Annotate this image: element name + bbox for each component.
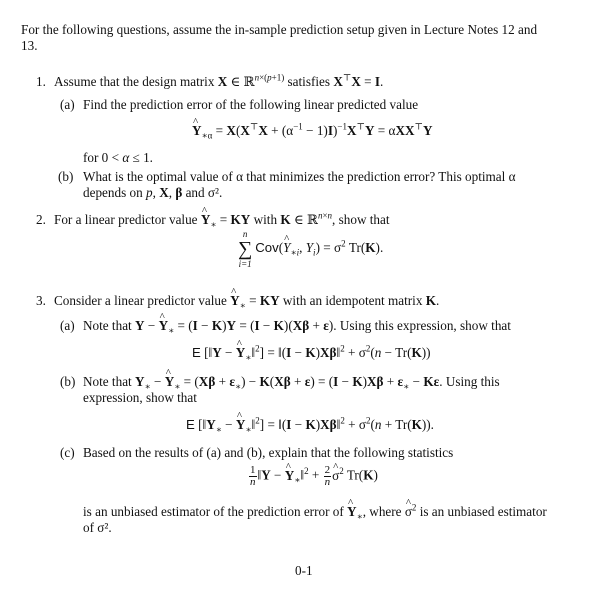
question-1-number: 1. — [36, 74, 46, 89]
question-1a-text: Find the prediction error of the following linear predicted value — [83, 97, 419, 112]
question-1a-label: (a) — [60, 97, 75, 112]
question-3b-text: Note that $Y_∗$ − ^ $Y_∗ = (X\beta + \varepsilon_∗) - K(X\beta + \varepsilon) = (I - K)X\beta + \varepsilon_∗ - K\varepsilon$. Using this — [83, 374, 500, 390]
question-3a-label: (a) — [60, 318, 75, 333]
equation-1a: ^ $Y_{∗\alpha} = X(X^⊤X + (\alpha^{-1} - 1)I)^{-1}X^⊤Y = \alpha XX^⊤Y$ — [192, 123, 433, 139]
question-1a-condition: for 0 < α ≤ 1. — [83, 150, 153, 165]
question-2-stem: For a linear predictor value ^ $Y_∗$ = KY with K ∈ ℝ$^{n\times n}$, show that — [54, 212, 390, 228]
equation-3c: $\frac{1}{n}$ ‖Y − ^ $Y_∗‖^2$ + $\frac{2}{n}$ ^ $\sigma^2$ Tr(K) — [248, 465, 378, 488]
question-1b-label: (b) — [58, 169, 74, 184]
question-3a-text: Note that Y − ^ $Y_∗ = (I - K)Y = (I - K)(X\beta + \varepsilon)$. Using this expression, show that — [83, 318, 511, 334]
question-3c-label: (c) — [60, 445, 75, 460]
question-1b-line-1: What is the optimal value of α that minimizes the prediction error? This optimal α — [83, 169, 516, 184]
question-3-stem: Consider a linear predictor value ^ $Y_∗$ = KY with an idempotent matrix K. — [54, 293, 439, 309]
equation-3b: E [$‖Y_∗$ − ^ $Y_∗‖^2$] = ‖(I − K)Xβ‖$^2$ + $\sigma^2(n + Tr(K))$. — [186, 417, 434, 433]
intro-line-1: For the following questions, assume the in-sample prediction setup given in Lecture Notes 12 and — [21, 22, 538, 37]
question-2-number: 2. — [36, 212, 46, 227]
intro-line-2: 13. — [21, 38, 38, 53]
question-1b-line-2: depends on p, X, β and σ². — [83, 185, 223, 200]
summation-symbol: n ∑ i=1 — [238, 229, 253, 269]
question-1-stem: Assume that the design matrix X ∈ ℝ$^{n\times(p+1)}$ satisfies X⊤X = I. — [54, 72, 384, 89]
question-3b-label: (b) — [60, 374, 76, 389]
page-number: 0-1 — [295, 563, 313, 578]
question-3-number: 3. — [36, 293, 46, 308]
question-3c-line-1: is an unbiased estimator of the prediction error of ^ $Y_∗$, where ^ $\sigma^2$ is an unbiased estimator — [83, 504, 547, 520]
question-3c-line-2: of σ². — [83, 520, 112, 535]
question-3c-text: Based on the results of (a) and (b), explain that the following statistics — [83, 445, 454, 460]
question-3b-line-2: expression, show that — [83, 390, 197, 405]
equation-2: n ∑ i=1 Cov(^ $Y_{∗i}$, $Y_i) = \sigma^2$ Tr(K). — [238, 229, 383, 269]
equation-3a: E [‖Y − ^ $Y_∗‖^2$] = ‖(I − K)Xβ‖$^2$ + $\sigma^2(n - Tr(K))$ — [192, 345, 431, 361]
